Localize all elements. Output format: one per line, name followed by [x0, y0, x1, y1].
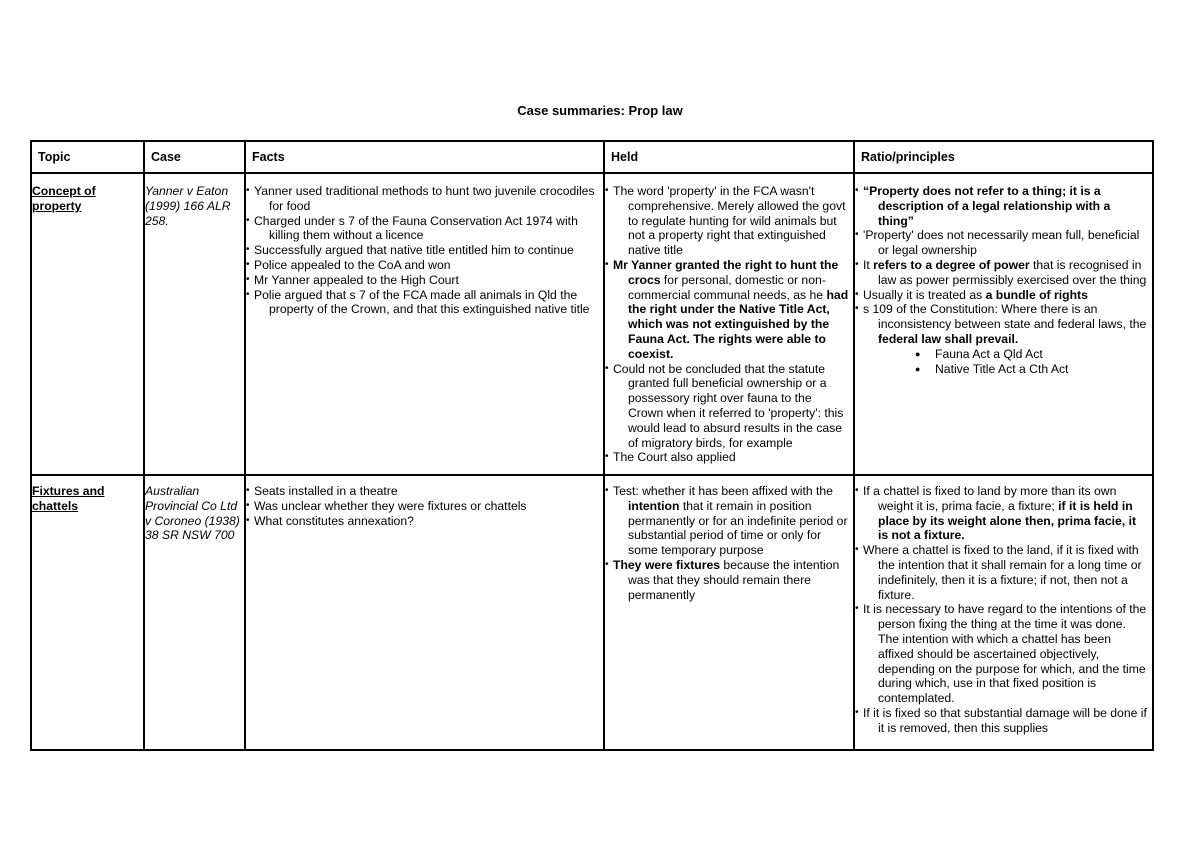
facts-cell [245, 173, 604, 475]
list-item [605, 258, 849, 362]
topic-cell: Concept of property [31, 173, 144, 475]
list-item [855, 184, 1148, 228]
text-run: for personal, domestic or non-commercial communal needs, as he [628, 272, 827, 302]
text-run: because the intention was that they should remain there permanently [628, 557, 840, 602]
held-list [605, 174, 853, 465]
list-item: • Polie argued that s 7 of the FCA made all animals in Qld the property of the Crown, and that this extinguished native title [246, 288, 599, 318]
list-item: • What constitutes annexation? [246, 514, 599, 529]
text-run: It is necessary to have regard to the intentions of the person fixing the thing at the time it was done. The intention with which a chattel has been affixed should be ascertained objectively, depending on the purpose for which, and the time during which, use in that fixed position is contemplated. [863, 602, 1147, 706]
list-item [605, 184, 849, 258]
list-item [605, 362, 849, 451]
text-run: Usually it is treated as [863, 287, 986, 302]
sub-list-item: ● Fauna Act a Qld Act [915, 347, 1148, 362]
ratio-list [855, 174, 1152, 376]
bold-text: if it is held in place by its weight alone then, prima facie, it is not a fixture. [878, 498, 1137, 543]
facts-list [246, 476, 603, 528]
list-item: • Seats installed in a theatre [246, 484, 599, 499]
bold-text: federal law shall prevail. [878, 331, 1019, 346]
list-item [605, 450, 849, 465]
table-row [31, 475, 1153, 750]
bold-text: Mr Yanner granted the right to hunt the crocs [613, 257, 839, 287]
list-item: • Police appealed to the CoA and won [246, 258, 599, 273]
case-cell: Australian Provincial Co Ltd v Coroneo (1938) 38 SR NSW 700 [144, 475, 245, 750]
list-item [855, 706, 1148, 736]
header-case: Case [144, 141, 245, 173]
list-item [855, 602, 1148, 706]
sub-list [878, 347, 1148, 377]
held-cell [604, 475, 854, 750]
bold-text: a bundle of rights [985, 287, 1088, 302]
table-row [31, 173, 1153, 475]
case-summary-table [30, 140, 1154, 751]
ratio-list [855, 476, 1152, 736]
list-item: • Mr Yanner appealed to the High Court [246, 273, 599, 288]
text-run: that is recognised in law as power permissibly exercised over the thing [878, 257, 1147, 287]
list-item [855, 543, 1148, 602]
list-item [855, 302, 1148, 376]
bold-text: refers to a degree of power [873, 257, 1030, 272]
list-item [605, 484, 849, 558]
text-run: Could not be concluded that the statute granted full beneficial ownership or a possessory right over fauna to the Crown when it referred to 'property': this would lead to absurd results in the case of migratory birds, for example [613, 361, 844, 450]
document-title: Case summaries: Prop law [517, 103, 683, 118]
text-run: that it remain in position permanently or for an indefinite period or substantial period of time or only for some temporary purpose [628, 498, 848, 558]
text-run: If a chattel is fixed to land by more than its own weight it is, prima facie, a fixture; [863, 484, 1117, 513]
list-item [855, 258, 1148, 288]
list-item: • Yanner used traditional methods to hunt two juvenile crocodiles for food [246, 184, 599, 214]
held-cell [604, 173, 854, 475]
text-run: The word 'property' in the FCA wasn't comprehensive. Merely allowed the govt to regulate hunting for wild animals but not a property right that extinguished native title [613, 184, 846, 258]
bold-text: “Property does not refer to a thing; it is a description of a legal relationship with a thing” [863, 184, 1111, 228]
topic-cell: Fixtures and chattels [31, 475, 144, 750]
ratio-cell [854, 475, 1153, 750]
facts-cell [245, 475, 604, 750]
list-item [855, 288, 1148, 303]
bold-text: intention [628, 498, 680, 513]
bold-text: had the right under the Native Title Act, which was not extinguished by the Fauna Act. The rights were able to coexist. [628, 287, 849, 361]
table-header-row [31, 141, 1153, 173]
text-run: s 109 of the Constitution: Where there is an inconsistency between state and federal laws, the [863, 302, 1147, 332]
list-item [855, 228, 1148, 258]
text-run: If it is fixed so that substantial damage will be done if it is removed, then this supplies [863, 705, 1147, 735]
sub-list-item: ● Native Title Act a Cth Act [915, 362, 1148, 377]
text-run: Test: whether it has been affixed with the [613, 484, 833, 498]
list-item: • Successfully argued that native title entitled him to continue [246, 243, 599, 258]
list-item [855, 484, 1148, 543]
list-item: • Charged under s 7 of the Fauna Conservation Act 1974 with killing them without a licence [246, 214, 599, 244]
list-item: • Was unclear whether they were fixtures or chattels [246, 499, 599, 514]
text-run: 'Property' does not necessarily mean full, beneficial or legal ownership [863, 228, 1140, 258]
header-topic: Topic [31, 141, 144, 173]
list-item [605, 558, 849, 602]
text-run: The Court also applied [613, 450, 736, 465]
held-list [605, 476, 853, 602]
header-facts: Facts [245, 141, 604, 173]
text-run: It [863, 257, 874, 272]
header-ratio: Ratio/principles [854, 141, 1153, 173]
bold-text: They were fixtures [613, 557, 721, 572]
case-cell: Yanner v Eaton (1999) 166 ALR 258. [144, 173, 245, 475]
ratio-cell [854, 173, 1153, 475]
header-held: Held [604, 141, 854, 173]
facts-list [246, 174, 603, 317]
text-run: Where a chattel is fixed to the land, if it is fixed with the intention that it shall remain for a long time or indefinitely, then it is a fixture; if not, then not a fixture. [863, 543, 1142, 602]
